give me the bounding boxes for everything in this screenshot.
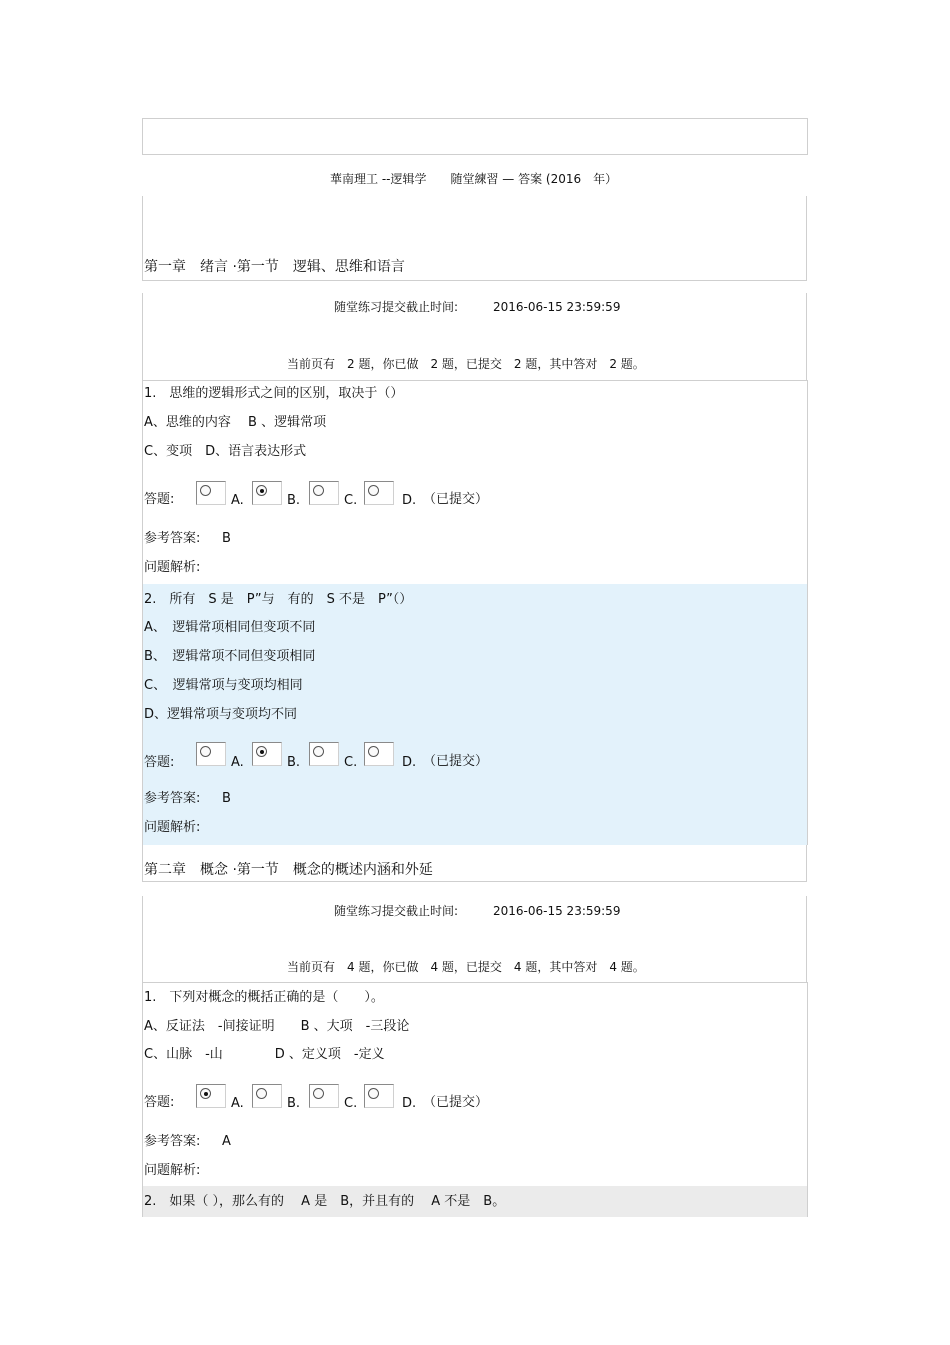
deadline-value: 2016-06-15 23:59:59 <box>493 300 621 314</box>
reference-answer-value: A <box>222 1134 231 1149</box>
question-stem: 2. 如果（ ），那么有的 A 是 B，并且有的 A 不是 B。 <box>144 1194 506 1209</box>
choice-a-label: A. <box>231 1096 244 1111</box>
submission-status: （已提交） <box>423 492 489 507</box>
choice-c-label: C. <box>344 493 358 508</box>
choice-b-label: B. <box>287 755 301 770</box>
reference-answer-value: B <box>222 791 231 806</box>
choice-c-label: C. <box>344 755 358 770</box>
progress-summary: 当前页有 4 题，你已做 4 题，已提交 4 题，其中答对 4 题。 <box>287 960 645 974</box>
radio-option-b[interactable] <box>252 1084 282 1108</box>
radio-option-a[interactable] <box>196 1084 226 1108</box>
option-line: C、 逻辑常项与变项均相同 <box>144 678 303 693</box>
choice-b-label: B. <box>287 493 301 508</box>
choice-d-label: D. <box>402 755 417 770</box>
question-stem: 2. 所有 S 是 P”与 有的 S 不是 P”（） <box>144 592 413 607</box>
radio-option-d[interactable] <box>364 481 394 505</box>
analysis-label: 问题解析: <box>144 820 201 835</box>
choice-c-label: C. <box>344 1096 358 1111</box>
document-title: 華南理工 --逻辑学 随堂練習 — 答案 (2016 年） <box>330 172 618 186</box>
option-line: A、反证法 -间接证明 B 、大项 -三段论 <box>144 1019 410 1034</box>
analysis-label: 问题解析: <box>144 1163 201 1178</box>
radio-option-a[interactable] <box>196 481 226 505</box>
header-frame <box>142 118 808 155</box>
answer-label: 答题: <box>144 1095 175 1110</box>
chapter-2-title: 第二章 概念 ·第一节 概念的概述内涵和外延 <box>144 862 433 878</box>
radio-option-d[interactable] <box>364 1084 394 1108</box>
option-line: A、 逻辑常项相同但变项不同 <box>144 620 316 635</box>
option-line: C、变项 D、语言表达形式 <box>144 444 307 459</box>
radio-option-c[interactable] <box>309 481 339 505</box>
progress-summary: 当前页有 2 题，你已做 2 题，已提交 2 题，其中答对 2 题。 <box>287 357 645 371</box>
question-stem: 1. 下列对概念的概括正确的是（ ）。 <box>144 990 384 1005</box>
answer-label: 答题: <box>144 492 175 507</box>
radio-option-a[interactable] <box>196 742 226 766</box>
option-line: D、逻辑常项与变项均不同 <box>144 707 298 722</box>
choice-b-label: B. <box>287 1096 301 1111</box>
chapter-1-title: 第一章 绪言 ·第一节 逻辑、思维和语言 <box>144 259 405 275</box>
submission-status: （已提交） <box>423 754 489 769</box>
submission-status: （已提交） <box>423 1095 489 1110</box>
radio-option-c[interactable] <box>309 742 339 766</box>
choice-a-label: A. <box>231 493 244 508</box>
option-line: B、 逻辑常项不同但变项相同 <box>144 649 316 664</box>
radio-option-c[interactable] <box>309 1084 339 1108</box>
radio-option-d[interactable] <box>364 742 394 766</box>
radio-option-b[interactable] <box>252 481 282 505</box>
choice-d-label: D. <box>402 493 417 508</box>
choice-a-label: A. <box>231 755 244 770</box>
radio-option-b[interactable] <box>252 742 282 766</box>
reference-answer-label: 参考答案: <box>144 791 201 806</box>
analysis-label: 问题解析: <box>144 560 201 575</box>
reference-answer-label: 参考答案: <box>144 531 201 546</box>
question-stem: 1. 思维的逻辑形式之间的区别，取决于（） <box>144 386 404 401</box>
deadline-label: 随堂练习提交截止时间: <box>334 904 459 918</box>
deadline-label: 随堂练习提交截止时间: <box>334 300 459 314</box>
deadline-value: 2016-06-15 23:59:59 <box>493 904 621 918</box>
option-line: C、山脉 -山 D 、定义项 -定义 <box>144 1047 385 1062</box>
reference-answer-value: B <box>222 531 231 546</box>
choice-d-label: D. <box>402 1096 417 1111</box>
option-line: A、思维的内容 B 、逻辑常项 <box>144 415 327 430</box>
reference-answer-label: 参考答案: <box>144 1134 201 1149</box>
answer-label: 答题: <box>144 755 175 770</box>
